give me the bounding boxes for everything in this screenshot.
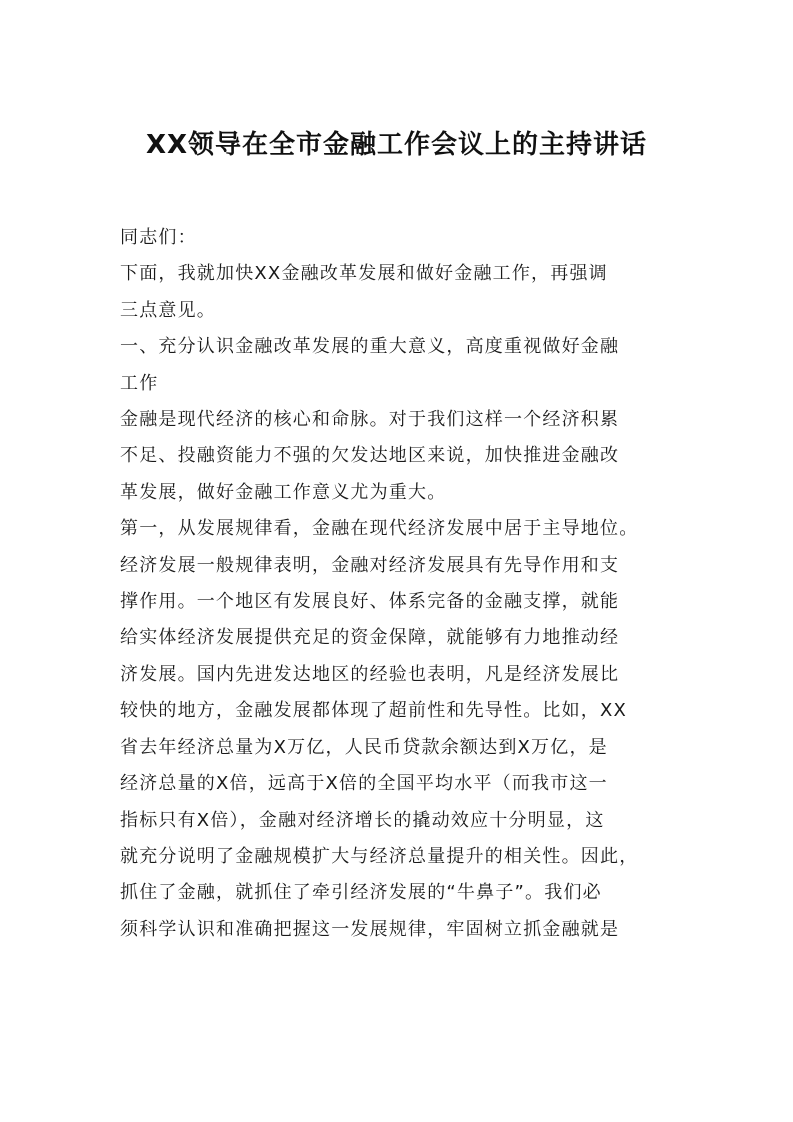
document-title: XX领导在全市金融工作会议上的主持讲话: [145, 130, 648, 160]
text-line: 指标只有X倍），金融对经济增长的撬动效应十分明显，这: [120, 809, 605, 831]
text-line: 一、充分认识金融改革发展的重大意义，高度重视做好金融: [120, 336, 620, 358]
text-line: 金融是现代经济的核心和命脉。对于我们这样一个经济积累: [120, 409, 620, 431]
text-line: 抓住了金融，就抓住了牵引经济发展的“牛鼻子”。我们必: [120, 882, 602, 904]
paragraph-salutation: [120, 220, 680, 256]
text-line: 经济总量的X倍，远高于X倍的全国平均水平（而我市这一: [120, 773, 608, 795]
text-line: 下面，我就加快XX金融改革发展和做好金融工作，再强调: [120, 263, 608, 285]
text-line: 省去年经济总量为X万亿，人民币贷款余额达到X万亿，是: [120, 736, 608, 758]
paragraph-body: [120, 511, 680, 948]
text-line: 须科学认识和准确把握这一发展规律，牢固树立抓金融就是: [120, 918, 620, 940]
text-line: 同志们：: [120, 227, 197, 248]
document-body: [120, 220, 680, 948]
text-line: 就充分说明了金融规模扩大与经济总量提升的相关性。因此，: [120, 845, 639, 867]
paragraph-intro: [120, 256, 680, 329]
paragraph-body: [120, 402, 680, 511]
text-line: 经济发展一般规律表明，金融对经济发展具有先导作用和支: [120, 554, 620, 576]
text-line: 革发展，做好金融工作意义尤为重大。: [120, 481, 447, 503]
text-line: 较快的地方，金融发展都体现了超前性和先导性。比如，XX: [120, 700, 628, 722]
text-line: 济发展。国内先进发达地区的经验也表明，凡是经济发展比: [120, 663, 620, 685]
text-line: 给实体经济发展提供充足的资金保障，就能够有力地推动经: [120, 627, 620, 649]
paragraph-section-heading: [120, 329, 680, 402]
text-line: 三点意见。: [120, 299, 216, 321]
text-line: 第一，从发展规律看，金融在现代经济发展中居于主导地位。: [120, 518, 639, 540]
text-line: 工作: [120, 372, 159, 394]
text-line: 撑作用。一个地区有发展良好、体系完备的金融支撑，就能: [120, 591, 620, 613]
text-line: 不足、投融资能力不强的欠发达地区来说，加快推进金融改: [120, 445, 620, 467]
